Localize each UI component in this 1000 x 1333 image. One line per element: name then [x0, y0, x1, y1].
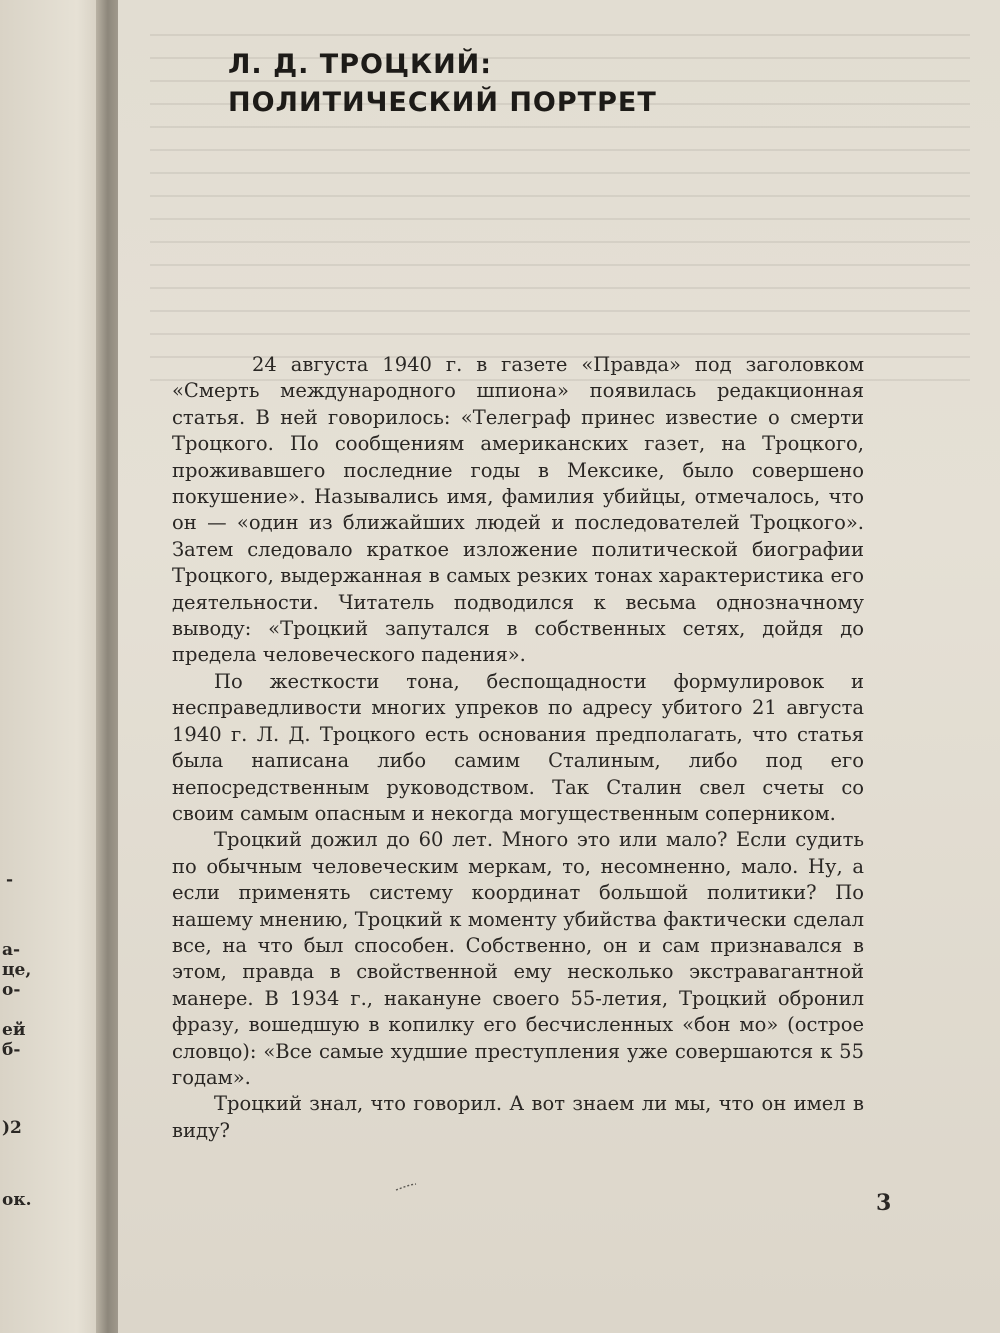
pen-mark [394, 1178, 434, 1192]
left-fragment: б- [2, 1040, 21, 1060]
page-title [228, 46, 657, 122]
paragraph: По жесткости тона, беспощадности формулировок и несправедливости многих упреков по адресу убитого 21 августа 1940 г. Л. Д. Троцкого есть основания предполагать, что статья была написана либо самим Сталиным, либо под его непосредственным руководством. Так Сталин свел счеты со своим самым опасным и некогда могущественным соперником. [172, 669, 864, 825]
paragraph: 24 августа 1940 г. в газете «Правда» под заголовком «Смерть международного шпиона» появилась редакционная статья. В ней говорилось: «Телеграф принес известие о смерти Троцкого. По сообщениям американских газет, на Троцкого, проживавшего последние годы в Мексике, было совершено покушение». Назывались имя, фамилия убийцы, отмечалось, что он — «один из ближайших людей и последователей Троцкого». Затем следовало краткое изложение политической биографии Троцкого, выдержанная в самых резких тонах характеристика его деятельности. Читатель подводился к весьма однозначному выводу: «Троцкий запутался в собственных сетях, дойдя до предела человеческого падения». [172, 353, 864, 667]
body-text [172, 352, 864, 1144]
left-fragment: )2 [2, 1118, 22, 1138]
left-fragment: ей [2, 1020, 26, 1040]
left-fragment: ок. [2, 1190, 32, 1210]
left-fragment: - [6, 870, 14, 890]
paragraph: Троцкий знал, что говорил. А вот знаем ли мы, что он имел в виду? [172, 1092, 864, 1142]
page-number: 3 [876, 1190, 892, 1216]
left-fragment: а- [2, 940, 21, 960]
title-line: Л. Д. ТРОЦКИЙ: [228, 49, 493, 80]
left-fragment: це, [2, 960, 32, 980]
paragraph: Троцкий дожил до 60 лет. Много это или мало? Если судить по обычным человеческим меркам, то, несомненно, мало. Ну, а если применять систему координат большой политики? По нашему мнению, Троцкий к моменту убийства фактически сделал все, на что был способен. Собственно, он и сам признавался в этом, правда в свойственной ему несколько экстравагантной манере. В 1934 г., накануне своего 55-летия, Троцкий обронил фразу, вошедшую в копилку его бесчисленных «бон мо» (острое словцо): «Все самые худшие преступления уже совершаются к 55 годам». [172, 828, 864, 1089]
left-fragment: о- [2, 980, 21, 1000]
title-line: ПОЛИТИЧЕСКИЙ ПОРТРЕТ [228, 87, 657, 118]
